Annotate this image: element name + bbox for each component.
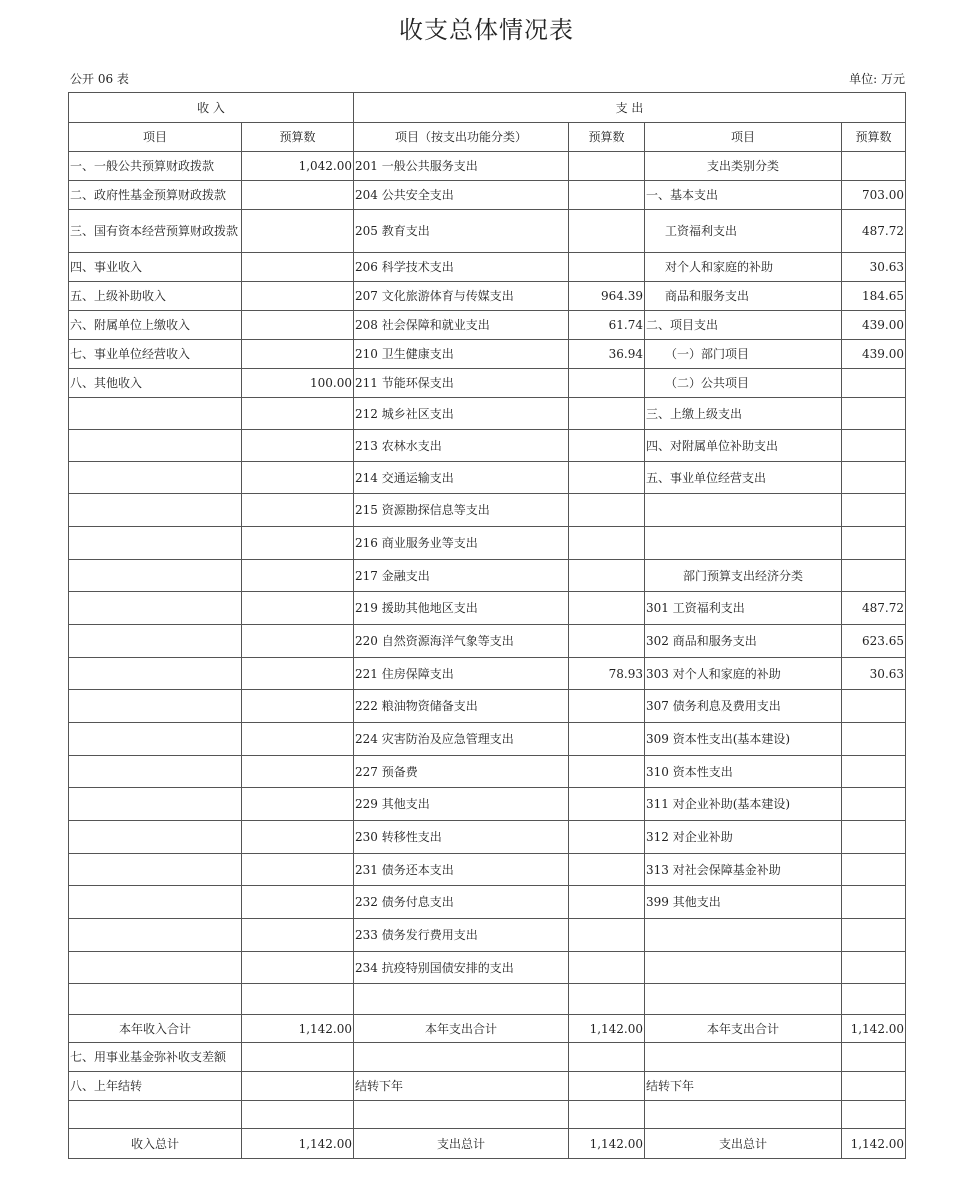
category-budget-cell bbox=[842, 527, 906, 560]
category-item-cell bbox=[645, 527, 842, 560]
category-item-cell: 二、项目支出 bbox=[645, 311, 842, 340]
func-budget-cell bbox=[569, 919, 645, 952]
category-budget-cell: 1,142.00 bbox=[842, 1129, 906, 1159]
income-item-cell: 四、事业收入 bbox=[69, 253, 242, 282]
income-item-cell bbox=[69, 527, 242, 560]
func-budget-cell bbox=[569, 152, 645, 181]
table-row bbox=[69, 690, 906, 723]
income-item-cell: 一、一般公共预算财政拨款 bbox=[69, 152, 242, 181]
func-item-cell: 221 住房保障支出 bbox=[354, 658, 569, 690]
income-item-cell bbox=[69, 398, 242, 430]
category-item-cell bbox=[645, 984, 842, 1015]
func-budget-cell bbox=[569, 592, 645, 625]
income-item-cell: 七、事业单位经营收入 bbox=[69, 340, 242, 369]
col-income-item: 项目 bbox=[69, 123, 242, 152]
income-item-cell bbox=[69, 494, 242, 527]
category-budget-cell bbox=[842, 369, 906, 398]
func-item-cell: 219 援助其他地区支出 bbox=[354, 592, 569, 625]
func-item-cell: 229 其他支出 bbox=[354, 788, 569, 821]
func-item-cell: 201 一般公共服务支出 bbox=[354, 152, 569, 181]
income-item-cell bbox=[69, 625, 242, 658]
func-budget-cell bbox=[569, 398, 645, 430]
table-row bbox=[69, 625, 906, 658]
income-item-cell: 本年收入合计 bbox=[69, 1015, 242, 1043]
income-budget-cell: 1,042.00 bbox=[242, 152, 354, 181]
income-item-cell bbox=[69, 592, 242, 625]
income-item-cell bbox=[69, 821, 242, 854]
category-budget-cell bbox=[842, 854, 906, 886]
income-item-cell bbox=[69, 919, 242, 952]
category-item-cell: 本年支出合计 bbox=[645, 1015, 842, 1043]
table-id: 公开 06 表 bbox=[70, 72, 129, 86]
table-row bbox=[69, 527, 906, 560]
table-row bbox=[69, 560, 906, 592]
func-item-cell: 205 教育支出 bbox=[354, 210, 569, 253]
table-row bbox=[69, 919, 906, 952]
category-budget-cell: 184.65 bbox=[842, 282, 906, 311]
category-budget-cell: 703.00 bbox=[842, 181, 906, 210]
func-item-cell: 227 预备费 bbox=[354, 756, 569, 788]
func-item-cell: 232 债务付息支出 bbox=[354, 886, 569, 919]
unit-label: 单位: 万元 bbox=[849, 72, 905, 86]
income-budget-cell bbox=[242, 494, 354, 527]
income-item-cell bbox=[69, 658, 242, 690]
budget-table bbox=[68, 92, 906, 1159]
func-budget-cell bbox=[569, 369, 645, 398]
income-item-cell: 收入总计 bbox=[69, 1129, 242, 1159]
table-row bbox=[69, 723, 906, 756]
category-budget-cell: 30.63 bbox=[842, 658, 906, 690]
table-row bbox=[69, 1129, 906, 1159]
income-budget-cell bbox=[242, 311, 354, 340]
income-item-cell bbox=[69, 723, 242, 756]
func-budget-cell bbox=[569, 494, 645, 527]
table-row bbox=[69, 756, 906, 788]
income-budget-cell bbox=[242, 253, 354, 282]
category-item-cell: 303 对个人和家庭的补助 bbox=[645, 658, 842, 690]
category-budget-cell: 439.00 bbox=[842, 311, 906, 340]
table-row bbox=[69, 821, 906, 854]
table-row bbox=[69, 984, 906, 1015]
func-budget-cell bbox=[569, 625, 645, 658]
category-item-cell: 312 对企业补助 bbox=[645, 821, 842, 854]
category-item-cell: 三、上缴上级支出 bbox=[645, 398, 842, 430]
func-budget-cell bbox=[569, 952, 645, 984]
category-item-cell bbox=[645, 952, 842, 984]
income-budget-cell bbox=[242, 690, 354, 723]
category-budget-cell bbox=[842, 1101, 906, 1129]
income-budget-cell bbox=[242, 340, 354, 369]
category-item-cell bbox=[645, 919, 842, 952]
category-item-cell: 309 资本性支出(基本建设) bbox=[645, 723, 842, 756]
func-item-cell bbox=[354, 1043, 569, 1072]
income-budget-cell bbox=[242, 821, 354, 854]
func-item-cell: 210 卫生健康支出 bbox=[354, 340, 569, 369]
category-item-cell: 307 债务利息及费用支出 bbox=[645, 690, 842, 723]
income-item-cell: 二、政府性基金预算财政拨款 bbox=[69, 181, 242, 210]
func-budget-cell: 61.74 bbox=[569, 311, 645, 340]
table-row bbox=[69, 181, 906, 210]
category-budget-cell bbox=[842, 821, 906, 854]
table-row bbox=[69, 592, 906, 625]
income-budget-cell bbox=[242, 282, 354, 311]
table-row bbox=[69, 340, 906, 369]
table-row bbox=[69, 253, 906, 282]
category-budget-cell bbox=[842, 462, 906, 494]
column-header-row bbox=[69, 123, 906, 152]
category-budget-cell bbox=[842, 756, 906, 788]
income-budget-cell bbox=[242, 788, 354, 821]
table-row bbox=[69, 152, 906, 181]
category-budget-cell bbox=[842, 398, 906, 430]
func-item-cell: 216 商业服务业等支出 bbox=[354, 527, 569, 560]
income-item-cell bbox=[69, 854, 242, 886]
income-item-cell: 八、上年结转 bbox=[69, 1072, 242, 1101]
expense-section-header: 支 出 bbox=[354, 93, 906, 123]
func-budget-cell bbox=[569, 854, 645, 886]
table-row bbox=[69, 886, 906, 919]
category-budget-cell bbox=[842, 560, 906, 592]
category-item-cell: 工资福利支出 bbox=[645, 210, 842, 253]
income-budget-cell bbox=[242, 181, 354, 210]
func-budget-cell: 78.93 bbox=[569, 658, 645, 690]
func-budget-cell bbox=[569, 886, 645, 919]
func-item-cell: 213 农林水支出 bbox=[354, 430, 569, 462]
page-title: 收支总体情况表 bbox=[399, 16, 574, 44]
func-budget-cell bbox=[569, 1043, 645, 1072]
category-budget-cell: 30.63 bbox=[842, 253, 906, 282]
func-budget-cell bbox=[569, 430, 645, 462]
func-item-cell: 234 抗疫特别国债安排的支出 bbox=[354, 952, 569, 984]
func-item-cell: 211 节能环保支出 bbox=[354, 369, 569, 398]
category-item-cell: 支出总计 bbox=[645, 1129, 842, 1159]
table-row bbox=[69, 494, 906, 527]
income-budget-cell bbox=[242, 592, 354, 625]
section-header-row bbox=[69, 93, 906, 123]
func-item-cell: 支出总计 bbox=[354, 1129, 569, 1159]
table-row bbox=[69, 658, 906, 690]
func-budget-cell bbox=[569, 560, 645, 592]
income-budget-cell bbox=[242, 210, 354, 253]
func-budget-cell bbox=[569, 984, 645, 1015]
func-budget-cell: 36.94 bbox=[569, 340, 645, 369]
category-item-cell: 商品和服务支出 bbox=[645, 282, 842, 311]
func-budget-cell: 1,142.00 bbox=[569, 1129, 645, 1159]
table-row bbox=[69, 311, 906, 340]
category-item-cell: （二）公共项目 bbox=[645, 369, 842, 398]
income-item-cell bbox=[69, 756, 242, 788]
income-item-cell bbox=[69, 984, 242, 1015]
func-item-cell: 214 交通运输支出 bbox=[354, 462, 569, 494]
income-budget-cell bbox=[242, 984, 354, 1015]
func-item-cell: 222 粮油物资储备支出 bbox=[354, 690, 569, 723]
func-budget-cell bbox=[569, 756, 645, 788]
func-item-cell bbox=[354, 984, 569, 1015]
col-func-item: 项目（按支出功能分类） bbox=[354, 123, 569, 152]
category-budget-cell bbox=[842, 1043, 906, 1072]
table-row bbox=[69, 369, 906, 398]
category-item-cell: 301 工资福利支出 bbox=[645, 592, 842, 625]
col-category-budget: 预算数 bbox=[842, 123, 906, 152]
category-item-cell bbox=[645, 1043, 842, 1072]
table-row bbox=[69, 854, 906, 886]
category-item-cell: 311 对企业补助(基本建设) bbox=[645, 788, 842, 821]
func-item-cell: 207 文化旅游体育与传媒支出 bbox=[354, 282, 569, 311]
income-budget-cell bbox=[242, 625, 354, 658]
func-budget-cell bbox=[569, 527, 645, 560]
category-budget-cell bbox=[842, 1072, 906, 1101]
table-row bbox=[69, 1072, 906, 1101]
func-budget-cell bbox=[569, 1072, 645, 1101]
category-item-cell: 对个人和家庭的补助 bbox=[645, 253, 842, 282]
income-item-cell: 六、附属单位上缴收入 bbox=[69, 311, 242, 340]
income-budget-cell bbox=[242, 886, 354, 919]
income-item-cell: 三、国有资本经营预算财政拨款 bbox=[69, 210, 242, 253]
table-row bbox=[69, 1043, 906, 1072]
income-item-cell bbox=[69, 886, 242, 919]
col-category-item: 项目 bbox=[645, 123, 842, 152]
income-item-cell: 七、用事业基金弥补收支差额 bbox=[69, 1043, 242, 1072]
category-item-cell: 313 对社会保障基金补助 bbox=[645, 854, 842, 886]
category-budget-cell bbox=[842, 152, 906, 181]
category-item-cell: 302 商品和服务支出 bbox=[645, 625, 842, 658]
func-item-cell: 233 债务发行费用支出 bbox=[354, 919, 569, 952]
category-budget-cell: 487.72 bbox=[842, 592, 906, 625]
func-item-cell: 224 灾害防治及应急管理支出 bbox=[354, 723, 569, 756]
category-budget-cell bbox=[842, 919, 906, 952]
income-budget-cell bbox=[242, 1101, 354, 1129]
category-item-cell: （一）部门项目 bbox=[645, 340, 842, 369]
category-budget-cell bbox=[842, 430, 906, 462]
income-budget-cell: 100.00 bbox=[242, 369, 354, 398]
category-budget-cell bbox=[842, 494, 906, 527]
func-item-cell: 217 金融支出 bbox=[354, 560, 569, 592]
func-item-cell: 206 科学技术支出 bbox=[354, 253, 569, 282]
category-item-cell bbox=[645, 494, 842, 527]
category-item-cell: 四、对附属单位补助支出 bbox=[645, 430, 842, 462]
income-item-cell bbox=[69, 462, 242, 494]
category-budget-cell bbox=[842, 788, 906, 821]
func-budget-cell bbox=[569, 723, 645, 756]
income-section-header: 收 入 bbox=[69, 93, 354, 123]
income-budget-cell bbox=[242, 430, 354, 462]
category-item-cell: 支出类别分类 bbox=[645, 152, 842, 181]
income-budget-cell bbox=[242, 527, 354, 560]
func-item-cell: 结转下年 bbox=[354, 1072, 569, 1101]
func-budget-cell bbox=[569, 181, 645, 210]
category-item-cell: 结转下年 bbox=[645, 1072, 842, 1101]
func-item-cell: 215 资源勘探信息等支出 bbox=[354, 494, 569, 527]
income-budget-cell bbox=[242, 1043, 354, 1072]
income-budget-cell bbox=[242, 756, 354, 788]
income-item-cell bbox=[69, 1101, 242, 1129]
func-item-cell bbox=[354, 1101, 569, 1129]
income-budget-cell bbox=[242, 658, 354, 690]
category-budget-cell: 623.65 bbox=[842, 625, 906, 658]
func-budget-cell: 964.39 bbox=[569, 282, 645, 311]
func-item-cell: 220 自然资源海洋气象等支出 bbox=[354, 625, 569, 658]
table-row bbox=[69, 788, 906, 821]
category-item-cell: 399 其他支出 bbox=[645, 886, 842, 919]
income-item-cell bbox=[69, 952, 242, 984]
income-item-cell bbox=[69, 788, 242, 821]
category-budget-cell: 487.72 bbox=[842, 210, 906, 253]
category-item-cell: 310 资本性支出 bbox=[645, 756, 842, 788]
income-budget-cell bbox=[242, 1072, 354, 1101]
income-item-cell: 五、上级补助收入 bbox=[69, 282, 242, 311]
income-budget-cell bbox=[242, 560, 354, 592]
func-budget-cell bbox=[569, 253, 645, 282]
income-item-cell bbox=[69, 430, 242, 462]
func-budget-cell bbox=[569, 1101, 645, 1129]
income-item-cell: 八、其他收入 bbox=[69, 369, 242, 398]
table-row bbox=[69, 282, 906, 311]
income-item-cell bbox=[69, 560, 242, 592]
category-budget-cell bbox=[842, 952, 906, 984]
func-item-cell: 231 债务还本支出 bbox=[354, 854, 569, 886]
income-budget-cell bbox=[242, 854, 354, 886]
category-budget-cell bbox=[842, 723, 906, 756]
category-budget-cell bbox=[842, 984, 906, 1015]
income-budget-cell bbox=[242, 723, 354, 756]
func-item-cell: 230 转移性支出 bbox=[354, 821, 569, 854]
func-item-cell: 本年支出合计 bbox=[354, 1015, 569, 1043]
table-row bbox=[69, 462, 906, 494]
category-item-cell bbox=[645, 1101, 842, 1129]
func-budget-cell: 1,142.00 bbox=[569, 1015, 645, 1043]
category-item-cell: 一、基本支出 bbox=[645, 181, 842, 210]
income-budget-cell: 1,142.00 bbox=[242, 1129, 354, 1159]
func-budget-cell bbox=[569, 462, 645, 494]
income-budget-cell bbox=[242, 462, 354, 494]
table-row bbox=[69, 1101, 906, 1129]
col-income-budget: 预算数 bbox=[242, 123, 354, 152]
income-item-cell bbox=[69, 690, 242, 723]
func-item-cell: 212 城乡社区支出 bbox=[354, 398, 569, 430]
func-item-cell: 204 公共安全支出 bbox=[354, 181, 569, 210]
category-budget-cell: 1,142.00 bbox=[842, 1015, 906, 1043]
func-budget-cell bbox=[569, 210, 645, 253]
table-row bbox=[69, 398, 906, 430]
table-row bbox=[69, 430, 906, 462]
category-budget-cell bbox=[842, 886, 906, 919]
category-budget-cell: 439.00 bbox=[842, 340, 906, 369]
table-row bbox=[69, 1015, 906, 1043]
income-budget-cell bbox=[242, 952, 354, 984]
table-row bbox=[69, 210, 906, 253]
category-item-cell: 部门预算支出经济分类 bbox=[645, 560, 842, 592]
income-budget-cell: 1,142.00 bbox=[242, 1015, 354, 1043]
col-func-budget: 预算数 bbox=[569, 123, 645, 152]
income-budget-cell bbox=[242, 919, 354, 952]
category-budget-cell bbox=[842, 690, 906, 723]
func-budget-cell bbox=[569, 690, 645, 723]
table-row bbox=[69, 952, 906, 984]
func-budget-cell bbox=[569, 821, 645, 854]
func-item-cell: 208 社会保障和就业支出 bbox=[354, 311, 569, 340]
func-budget-cell bbox=[569, 788, 645, 821]
category-item-cell: 五、事业单位经营支出 bbox=[645, 462, 842, 494]
income-budget-cell bbox=[242, 398, 354, 430]
